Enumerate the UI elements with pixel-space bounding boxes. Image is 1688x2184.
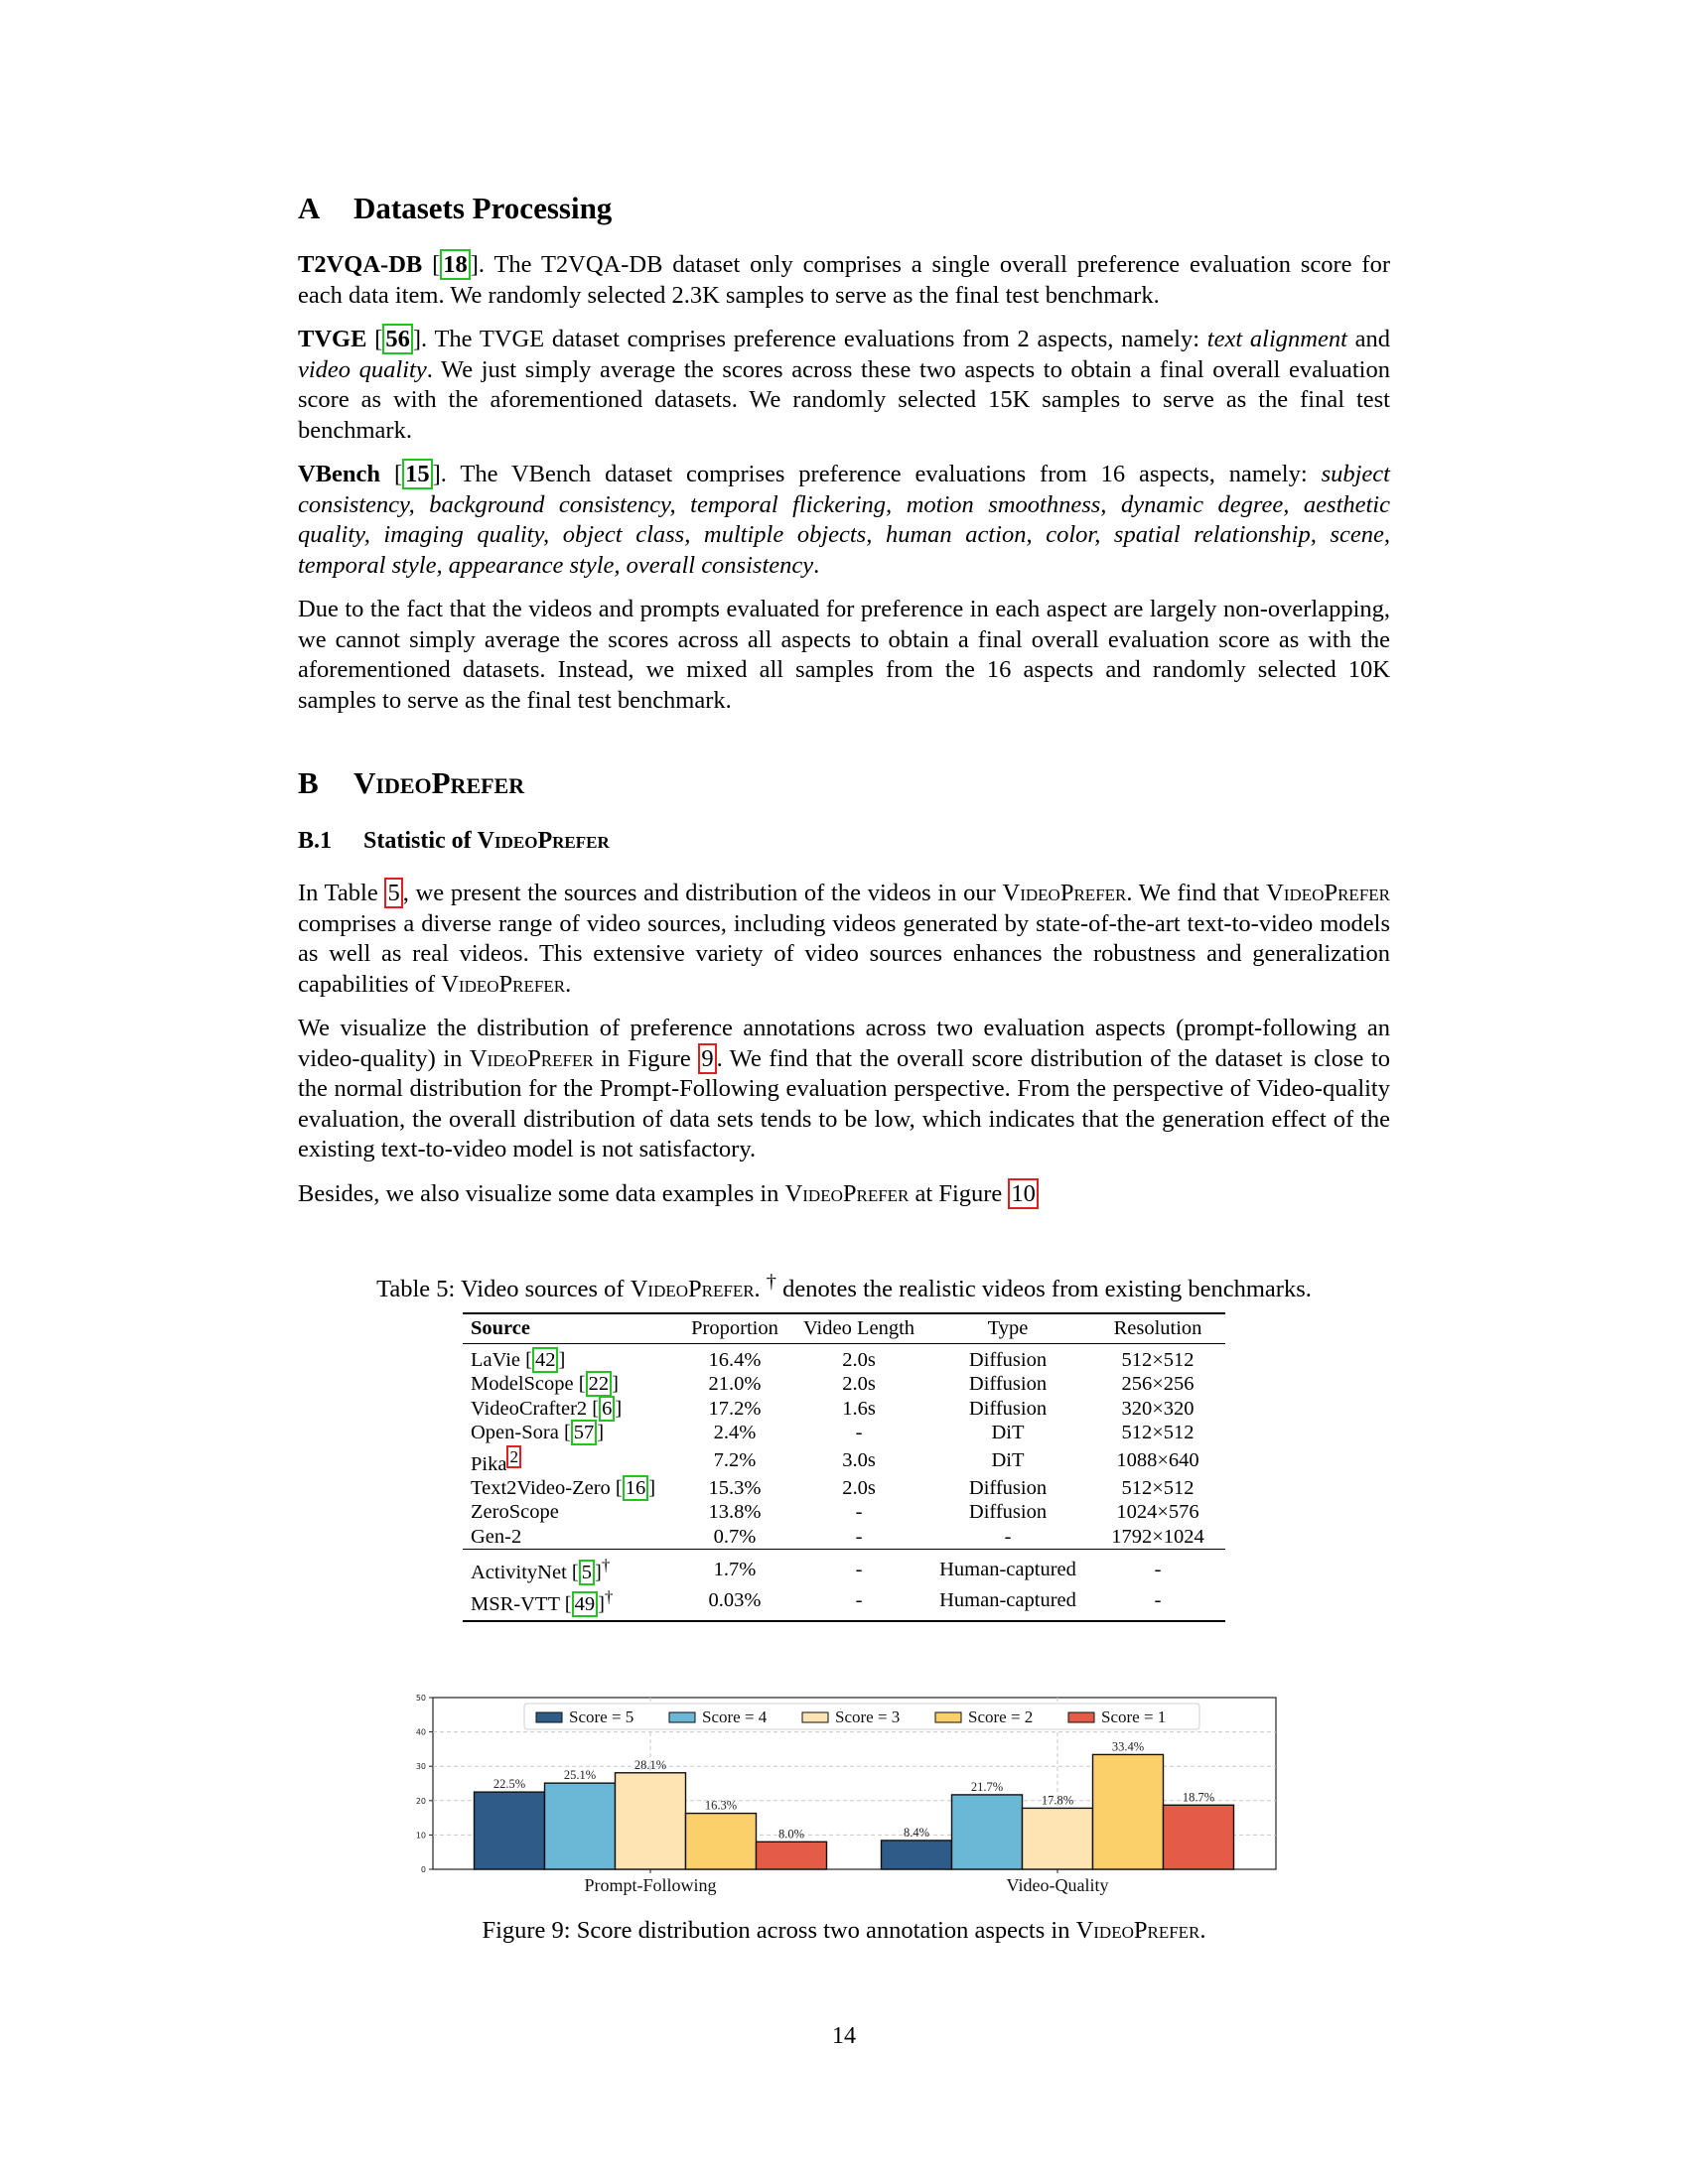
- length-cell: -: [855, 1501, 863, 1524]
- tvge-paragraph: TVGE [ 56 ]. The TVGE dataset comprises preference evaluations from 2 aspects, namely: text alignment and video quality. We just simply average the scores across these two aspects to obtain a final overall evaluation score as with the aforementioned datasets. We randomly selected 15K samples to serve as the final test benchmark.: [298, 326, 1390, 444]
- paragraph-text: . The TVGE dataset comprises preference evaluations from 2 aspects, namely:: [421, 326, 1207, 352]
- score-distribution-chart: [298, 1684, 1390, 1902]
- bar: [1093, 1755, 1164, 1870]
- paragraph-text: . The T2VQA-DB dataset only comprises a single overall preference evaluation score for each data item. We randomly selected 2.3K samples to serve as the final test benchmark.: [298, 251, 1390, 309]
- y-tick-label: 50: [415, 1694, 426, 1704]
- table-row: [463, 1550, 1225, 1585]
- length-cell: -: [792, 1585, 925, 1621]
- proportion-cell: 7.2%: [713, 1449, 757, 1472]
- table-row: [463, 1445, 1225, 1476]
- paper-page: [298, 189, 1390, 1946]
- bar: [1023, 1809, 1093, 1870]
- citation-link[interactable]: 18: [440, 249, 471, 280]
- figure-ref-link[interactable]: 9: [698, 1043, 716, 1074]
- page-number: 14: [832, 2023, 856, 2049]
- bar: [757, 1842, 827, 1869]
- footnote-link[interactable]: 2: [506, 1445, 521, 1468]
- dataset-name: TVGE: [298, 326, 367, 352]
- legend-swatch: [935, 1712, 961, 1722]
- citation-link[interactable]: 42: [532, 1347, 559, 1373]
- figure-caption: Figure 9: Score distribution across two annotation aspects in VideoPrefer.: [482, 1917, 1206, 1945]
- bar-value-label: 25.1%: [563, 1768, 597, 1783]
- bar-value-label: 8.0%: [777, 1827, 805, 1842]
- source-cell: Text2Video-Zero [ 16 ]: [471, 1476, 656, 1499]
- length-cell: -: [855, 1525, 863, 1548]
- video-sources-table: [463, 1312, 1225, 1622]
- paragraph-text: .: [813, 551, 820, 579]
- table-row: [463, 1476, 1225, 1501]
- resolution-cell: 1088×640: [1116, 1449, 1199, 1472]
- table-row: [463, 1397, 1225, 1422]
- table-row: [463, 1343, 1225, 1372]
- type-cell: Diffusion: [968, 1476, 1048, 1499]
- overlap-paragraph: Due to the fact that the videos and prompts evaluated for preference in each aspect are largely non-overlapping, we cannot simply average the scores across all aspects to obtain a final overall evaluation score as with the aforementioned datasets. Instead, we mixed all samples from the 16 aspects and randomly selected 10K samples to serve as the final test benchmark.: [298, 596, 1390, 714]
- source-cell: Open-Sora [ 57 ]: [471, 1422, 605, 1444]
- bar: [616, 1773, 686, 1869]
- legend-swatch: [802, 1712, 828, 1722]
- type-cell: Diffusion: [968, 1373, 1048, 1396]
- table-caption: Table 5: Video sources of VideoPrefer. † denotes the realistic videos from existing benchmarks.: [376, 1271, 1312, 1303]
- bar-value-label: 17.8%: [1041, 1793, 1074, 1808]
- vbench-paragraph: VBench [ 15 ]. The VBench dataset comprises preference evaluations from 16 aspects, namely: subject consistency, background consistency, temporal flickering, motion smoothness, dynamic degree, aesthetic quality, imaging quality, object class, multiple objects, human action, color, spatial relationship, scene, temporal style, appearance style, overall consistency.: [298, 461, 1390, 579]
- y-tick-label: 10: [415, 1831, 426, 1841]
- source-cell: VideoCrafter2 [ 6 ]: [471, 1397, 623, 1420]
- proportion-cell: 13.8%: [708, 1501, 762, 1524]
- subsection-number: B.1: [298, 828, 333, 854]
- table-row: [463, 1585, 1225, 1621]
- proportion-cell: 16.4%: [708, 1348, 762, 1371]
- paragraph-text: . The VBench dataset comprises preference evaluations from 16 aspects, namely:: [440, 461, 1322, 487]
- citation-link[interactable]: 16: [623, 1475, 649, 1501]
- table-header-row: [463, 1313, 1225, 1343]
- dataset-name: VBench: [298, 461, 381, 487]
- dataset-name: T2VQA-DB: [298, 251, 423, 278]
- figure-9: [298, 1684, 1390, 1902]
- paragraph-text: and: [1346, 326, 1390, 352]
- source-cell: ActivityNet [ 5 ]†: [463, 1550, 677, 1585]
- italic-term: video quality: [298, 355, 427, 383]
- length-cell: 2.0s: [842, 1476, 876, 1499]
- t2vqa-paragraph: T2VQA-DB [ 18 ]. The T2VQA-DB dataset only comprises a single overall preference evaluation score for each data item. We randomly selected 2.3K samples to serve as the final test benchmark.: [298, 251, 1390, 309]
- resolution-cell: 1792×1024: [1111, 1525, 1204, 1548]
- section-title: VideoPrefer: [353, 765, 525, 800]
- y-tick-label: 0: [420, 1865, 426, 1875]
- legend-label: Score = 3: [835, 1707, 901, 1727]
- length-cell: -: [855, 1422, 863, 1444]
- source-cell: Gen-2: [471, 1525, 522, 1548]
- table-row: [463, 1372, 1225, 1397]
- bar: [952, 1795, 1023, 1869]
- dagger-symbol: †: [601, 1556, 611, 1575]
- resolution-cell: -: [1090, 1550, 1225, 1585]
- y-tick-label: 30: [415, 1762, 426, 1772]
- length-cell: 2.0s: [842, 1348, 876, 1371]
- citation-link[interactable]: 22: [586, 1371, 613, 1397]
- section-title: Datasets Processing: [353, 191, 613, 225]
- subsection-title: Statistic of: [363, 828, 478, 854]
- type-cell: DiT: [991, 1449, 1025, 1472]
- length-cell: 1.6s: [842, 1397, 876, 1420]
- proportion-cell: 2.4%: [713, 1422, 757, 1444]
- table-row: [463, 1500, 1225, 1525]
- italic-aspect-list: subject consistency, background consistency, temporal flickering, motion smoothness, dynamic degree, aesthetic quality, imaging quality, object class, multiple objects, human action, color, spatial relationship, scene, temporal style, appearance style, overall consistency: [298, 461, 1390, 579]
- resolution-cell: 256×256: [1121, 1373, 1195, 1396]
- bar: [1164, 1805, 1234, 1869]
- length-cell: 2.0s: [842, 1373, 876, 1396]
- subsection-title-name: VideoPrefer: [477, 828, 610, 854]
- source-cell: MSR-VTT [ 49 ]†: [463, 1585, 677, 1621]
- column-header: Video Length: [792, 1313, 925, 1343]
- y-tick-label: 20: [415, 1796, 426, 1806]
- column-header: Source: [463, 1313, 677, 1343]
- citation-link[interactable]: 49: [572, 1591, 599, 1617]
- bar: [475, 1792, 545, 1869]
- bar-value-label: 21.7%: [970, 1780, 1004, 1795]
- citation-link[interactable]: 5: [579, 1560, 595, 1585]
- resolution-cell: 320×320: [1121, 1397, 1195, 1420]
- table-row: [463, 1421, 1225, 1445]
- source-cell: LaVie [ 42 ]: [471, 1348, 566, 1371]
- proportion-cell: 0.03%: [677, 1585, 792, 1621]
- citation-link[interactable]: 15: [402, 459, 433, 489]
- source-cell: Pika $^2$: [463, 1445, 677, 1476]
- type-cell: -: [1004, 1525, 1012, 1548]
- bar-value-label: 33.4%: [1111, 1739, 1145, 1754]
- figure-ref-link[interactable]: 10: [1008, 1178, 1039, 1209]
- section-a-heading: [298, 189, 1390, 228]
- type-cell: Human-captured: [925, 1585, 1090, 1621]
- bar-value-label: 28.1%: [633, 1757, 667, 1772]
- bar: [686, 1814, 757, 1869]
- bar-value-label: 16.3%: [704, 1798, 738, 1813]
- sources-paragraph: In Table 5 , we present the sources and distribution of the videos in our VideoPrefer. We find that VideoPrefer comprises a diverse range of video sources, including videos generated by state-of-the-art text-to-video models as well as real videos. This extensive variety of video sources enhances the robustness and generalization capabilities of VideoPrefer.: [298, 880, 1390, 998]
- length-cell: -: [792, 1550, 925, 1585]
- bar: [882, 1841, 952, 1869]
- examples-paragraph: Besides, we also visualize some data examples in VideoPrefer at Figure 10: [298, 1179, 1390, 1210]
- citation-link[interactable]: 57: [571, 1420, 598, 1445]
- proportion-cell: 17.2%: [708, 1397, 762, 1420]
- legend-label: Score = 4: [702, 1707, 768, 1727]
- legend-label: Score = 5: [569, 1707, 634, 1727]
- section-b-heading: [298, 763, 1390, 803]
- type-cell: Diffusion: [968, 1501, 1048, 1524]
- dagger-symbol: †: [766, 1271, 776, 1293]
- type-cell: DiT: [991, 1422, 1025, 1444]
- table-row: [463, 1525, 1225, 1550]
- proportion-cell: 21.0%: [708, 1373, 762, 1396]
- resolution-cell: 512×512: [1121, 1422, 1195, 1444]
- resolution-cell: 1024×576: [1116, 1501, 1199, 1524]
- proportion-cell: 0.7%: [713, 1525, 757, 1548]
- legend-swatch: [669, 1712, 695, 1722]
- legend-swatch: [1068, 1712, 1094, 1722]
- citation-link[interactable]: 56: [382, 324, 413, 354]
- resolution-cell: -: [1090, 1585, 1225, 1621]
- section-number: B: [298, 765, 319, 800]
- proportion-cell: 1.7%: [677, 1550, 792, 1585]
- column-header: Resolution: [1090, 1313, 1225, 1343]
- dagger-symbol: †: [604, 1586, 614, 1606]
- resolution-cell: 512×512: [1121, 1348, 1195, 1371]
- source-cell: ZeroScope: [471, 1501, 559, 1524]
- length-cell: 3.0s: [842, 1449, 876, 1472]
- x-tick-label: Prompt-Following: [584, 1875, 717, 1896]
- legend-label: Score = 1: [1101, 1707, 1167, 1727]
- y-tick-label: 40: [415, 1727, 426, 1737]
- section-number: A: [298, 191, 321, 225]
- column-header: Type: [925, 1313, 1090, 1343]
- proportion-cell: 15.3%: [708, 1476, 762, 1499]
- subsection-b1-heading: [298, 825, 1390, 857]
- resolution-cell: 512×512: [1121, 1476, 1195, 1499]
- column-header: Proportion: [677, 1313, 792, 1343]
- citation-link[interactable]: 6: [599, 1396, 615, 1422]
- bar-value-label: 8.4%: [903, 1826, 930, 1841]
- bar-value-label: 22.5%: [492, 1777, 526, 1792]
- distribution-paragraph: We visualize the distribution of preference annotations across two evaluation aspects (prompt-following an video-quality) in VideoPrefer in Figure 9 . We find that the overall score distribution of the dataset is close to the normal distribution for the Prompt-Following evaluation perspective. From the perspective of Video-quality evaluation, the overall distribution of data sets tends to be low, which indicates that the generation effect of the existing text-to-video model is not satisfactory.: [298, 1015, 1390, 1162]
- table-ref-link[interactable]: 5: [384, 878, 402, 908]
- type-cell: Human-captured: [925, 1550, 1090, 1585]
- paragraph-text: . We just simply average the scores across these two aspects to obtain a final overall evaluation score as with the aforementioned datasets. We randomly selected 15K samples to serve as the final test benchmark.: [298, 355, 1390, 444]
- bar-value-label: 18.7%: [1182, 1790, 1215, 1805]
- italic-term: text alignment: [1206, 326, 1347, 352]
- source-cell: ModelScope [ 22 ]: [471, 1373, 619, 1396]
- bar: [545, 1783, 616, 1869]
- type-cell: Diffusion: [968, 1348, 1048, 1371]
- legend-swatch: [536, 1712, 562, 1722]
- legend-label: Score = 2: [968, 1707, 1034, 1727]
- type-cell: Diffusion: [968, 1397, 1048, 1420]
- x-tick-label: Video-Quality: [1006, 1875, 1109, 1896]
